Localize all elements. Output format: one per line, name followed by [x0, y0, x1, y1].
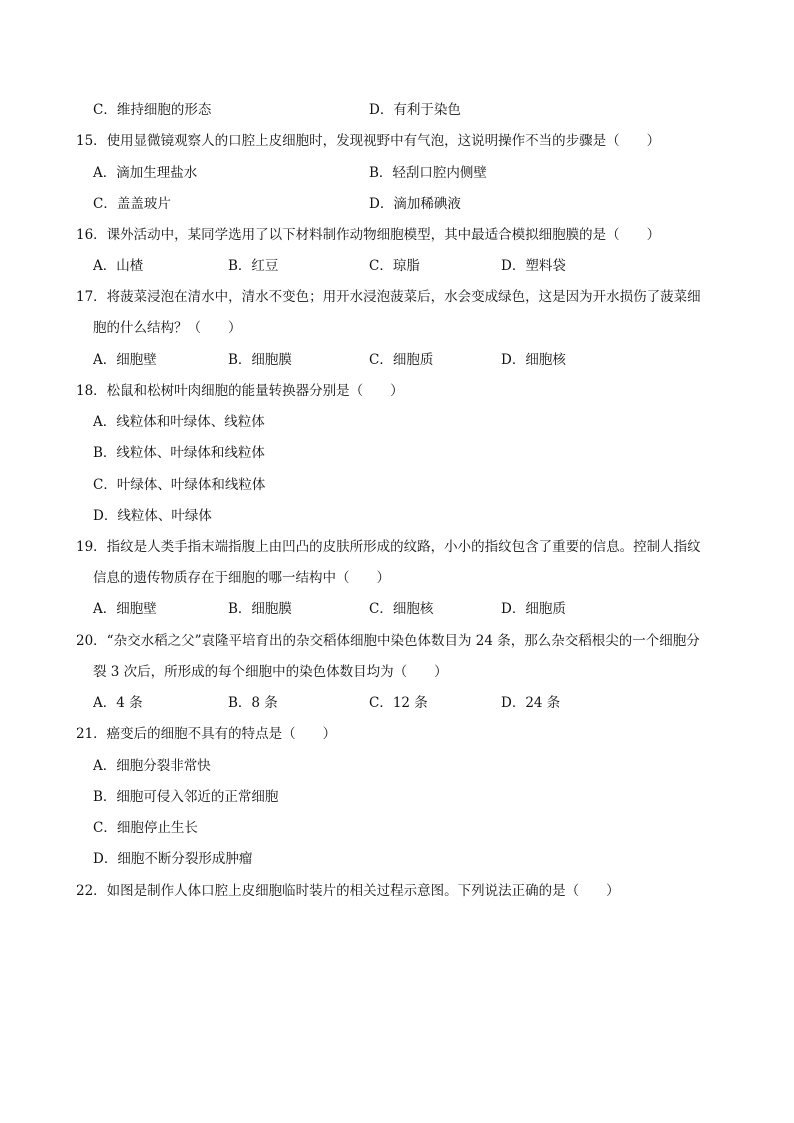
option-c[interactable]: C．细胞质 — [369, 352, 434, 368]
option-d[interactable]: D．线粒体、叶绿体 — [93, 508, 212, 524]
option-d[interactable]: D．塑料袋 — [501, 258, 566, 274]
option-b[interactable]: B．红豆 — [228, 258, 279, 274]
option-b[interactable]: B．线粒体、叶绿体和线粒体 — [93, 445, 265, 461]
option-c[interactable]: C．琼脂 — [369, 258, 420, 274]
question-stem: 22．如图是制作人体口腔上皮细胞临时装片的相关过程示意图。下列说法正确的是（ ） — [76, 883, 620, 899]
option-a[interactable]: A．山楂 — [93, 258, 144, 274]
option-a[interactable]: A．4 条 — [93, 695, 143, 711]
question-stem: 17．将菠菜浸泡在清水中，清水不变色；用开水浸泡菠菜后，水会变成绿色，这是因为开水损伤了菠菜细 — [76, 289, 701, 305]
option-c[interactable]: C．细胞核 — [369, 601, 434, 617]
option-d[interactable]: D．细胞不断分裂形成肿瘤 — [93, 851, 253, 867]
option-c[interactable]: C．维持细胞的形态 — [93, 102, 212, 118]
question-stem-continued: 信息的遗传物质存在于细胞的哪一结构中（ ） — [93, 570, 390, 586]
question-stem-continued: 裂 3 次后，所形成的每个细胞中的染色体数目均为（ ） — [93, 664, 448, 680]
option-a[interactable]: A．细胞壁 — [93, 352, 157, 368]
option-a[interactable]: A．线粒体和叶绿体、线粒体 — [93, 414, 265, 430]
question-stem: 15．使用显微镜观察人的口腔上皮细胞时，发现视野中有气泡，这说明操作不当的步骤是（ ） — [76, 133, 661, 149]
question-stem: 20．“杂交水稻之父”袁隆平培育出的杂交稻体细胞中染色体数目为 24 条，那么杂交稻根尖的一个细胞分 — [76, 633, 700, 649]
option-d[interactable]: D．细胞核 — [501, 352, 566, 368]
option-d[interactable]: D．细胞质 — [501, 601, 566, 617]
option-b[interactable]: B．细胞膜 — [228, 601, 292, 617]
option-a[interactable]: A．细胞壁 — [93, 601, 157, 617]
option-c[interactable]: C．12 条 — [369, 695, 428, 711]
question-stem: 16．课外活动中，某同学选用了以下材料制作动物细胞模型，其中最适合模拟细胞膜的是（ ） — [76, 227, 661, 243]
option-a[interactable]: A．细胞分裂非常快 — [93, 758, 211, 774]
question-stem-continued: 胞的什么结构？（ ） — [93, 320, 242, 336]
option-b[interactable]: B．轻刮口腔内侧壁 — [369, 165, 487, 181]
option-c[interactable]: C．叶绿体、叶绿体和线粒体 — [93, 477, 266, 493]
option-c[interactable]: C．细胞停止生长 — [93, 820, 198, 836]
question-stem: 18．松鼠和松树叶肉细胞的能量转换器分别是（ ） — [76, 383, 404, 399]
option-b[interactable]: B．细胞可侵入邻近的正常细胞 — [93, 789, 279, 805]
option-b[interactable]: B．细胞膜 — [228, 352, 292, 368]
option-d[interactable]: D．24 条 — [501, 695, 561, 711]
option-d[interactable]: D．有利于染色 — [369, 102, 461, 118]
option-a[interactable]: A．滴加生理盐水 — [93, 165, 198, 181]
option-c[interactable]: C．盖盖玻片 — [93, 196, 171, 212]
option-b[interactable]: B．8 条 — [228, 695, 278, 711]
option-d[interactable]: D．滴加稀碘液 — [369, 196, 461, 212]
question-stem: 21．癌变后的细胞不具有的特点是（ ） — [76, 726, 337, 742]
question-stem: 19．指纹是人类手指末端指腹上由凹凸的皮肤所形成的纹路，小小的指纹包含了重要的信息。控制人指纹 — [76, 539, 701, 555]
